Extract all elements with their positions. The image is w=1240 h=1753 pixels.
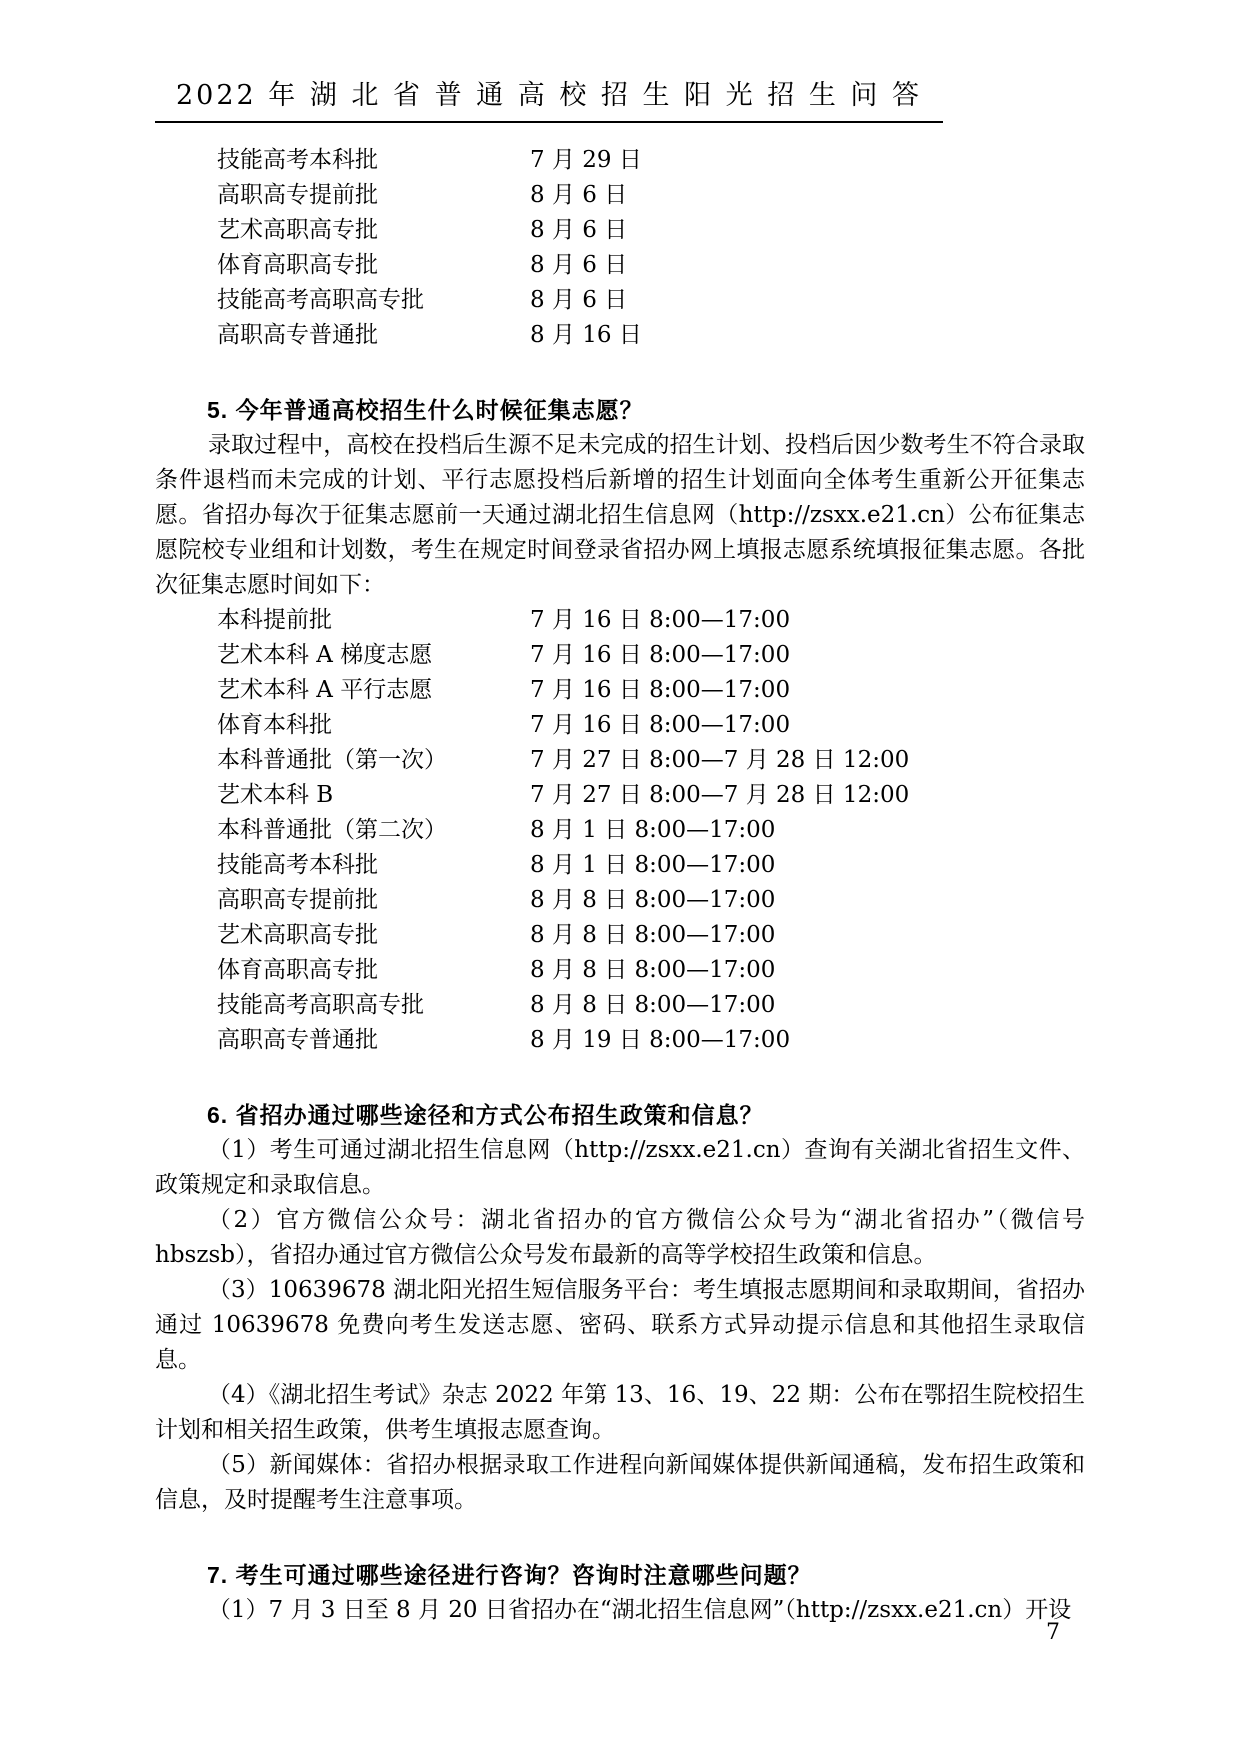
table-row [155,248,1085,283]
batch-name: 技能高考高职高专批 [217,287,424,313]
table-row [155,673,1085,708]
batch-name: 艺术本科 A 平行志愿 [217,677,433,703]
batch-date: 8 月 6 日 [530,252,628,278]
batch-time: 7 月 16 日 8:00—17:00 [530,642,791,668]
section-5-paragraph: 录取过程中，高校在投档后生源不足未完成的招生计划、投档后因少数考生不符合录取条件退档而未完成的计划、平行志愿投档后新增的招生计划面向全体考生重新公开征集志愿。省招办每次于征集志愿前一天通过湖北招生信息网（http://zsxx.e21.cn）公布征集志愿院校专业组和计划数，考生在规定时间登录省招办网上填报志愿系统填报征集志愿。各批次征集志愿时间如下： [155,432,1085,598]
batch-name: 高职高专提前批 [217,182,378,208]
batch-date: 8 月 6 日 [530,287,628,313]
table-row [155,1023,1085,1058]
batch-time: 8 月 1 日 8:00—17:00 [530,852,776,878]
section-7-heading: 7. 考生可通过哪些途径进行咨询？咨询时注意哪些问题？ [207,1562,812,1588]
batch-name: 高职高专普通批 [217,322,378,348]
table-row [155,743,1085,778]
batch-name: 体育本科批 [217,712,332,738]
batch-date: 8 月 6 日 [530,182,628,208]
section-6-heading: 6. 省招办通过哪些途径和方式公布招生政策和信息？ [207,1102,764,1128]
batch-name: 本科提前批 [217,607,332,633]
batch-date: 7 月 29 日 [530,147,642,173]
batch-name: 艺术本科 B [217,782,334,808]
batch-name: 艺术本科 A 梯度志愿 [217,642,433,668]
batch-time: 8 月 8 日 8:00—17:00 [530,887,776,913]
table-row [155,283,1085,318]
table-row [155,918,1085,953]
table-row [155,813,1085,848]
table-row [155,318,1085,353]
batch-time: 7 月 27 日 8:00—7 月 28 日 12:00 [530,747,910,773]
page-number: 7 [1046,1620,1060,1645]
batch-name: 艺术高职高专批 [217,217,378,243]
batch-name: 体育高职高专批 [217,252,378,278]
batch-time: 7 月 16 日 8:00—17:00 [530,607,791,633]
page-content [155,80,1085,1628]
document-header-title: 2022 年 湖 北 省 普 通 高 校 招 生 阳 光 招 生 问 答 [155,80,943,123]
call-for-volunteers-schedule-list [155,603,1085,1058]
batch-name: 技能高考本科批 [217,147,378,173]
batch-name: 高职高专提前批 [217,887,378,913]
table-row [155,638,1085,673]
table-row [155,883,1085,918]
batch-time: 7 月 16 日 8:00—17:00 [530,677,791,703]
batch-time: 8 月 8 日 8:00—17:00 [530,992,776,1018]
batch-time: 8 月 1 日 8:00—17:00 [530,817,776,843]
table-row [155,778,1085,813]
table-row [155,143,1085,178]
table-row [155,988,1085,1023]
section-6-paragraph: （4）《湖北招生考试》杂志 2022 年第 13、16、19、22 期：公布在鄂招生院校招生计划和相关招生政策，供考生填报志愿查询。 [155,1382,1085,1443]
batch-name: 高职高专普通批 [217,1027,378,1053]
section-6-paragraph: （2）官方微信公众号：湖北省招办的官方微信公众号为“湖北省招办”（微信号 hbszsb），省招办通过官方微信公众号发布最新的高等学校招生政策和信息。 [155,1207,1085,1268]
batch-name: 技能高考本科批 [217,852,378,878]
batch-name: 技能高考高职高专批 [217,992,424,1018]
batch-date: 8 月 6 日 [530,217,628,243]
section-6-paragraph: （3）10639678 湖北阳光招生短信服务平台：考生填报志愿期间和录取期间，省招办通过 10639678 免费向考生发送志愿、密码、联系方式异动提示信息和其他招生录取信息。 [155,1277,1085,1373]
table-row [155,708,1085,743]
batch-time: 7 月 16 日 8:00—17:00 [530,712,791,738]
table-row [155,213,1085,248]
table-row [155,603,1085,638]
table-row [155,178,1085,213]
batch-date: 8 月 16 日 [530,322,642,348]
batch-name: 体育高职高专批 [217,957,378,983]
batch-name: 艺术高职高专批 [217,922,378,948]
section-7-paragraph: （1）7 月 3 日至 8 月 20 日省招办在“湖北招生信息网”（http://zsxx.e21.cn）开设 [207,1597,1072,1623]
batch-time: 8 月 8 日 8:00—17:00 [530,922,776,948]
batch-time: 8 月 8 日 8:00—17:00 [530,957,776,983]
batch-name: 本科普通批（第一次） [217,747,447,773]
table-row [155,953,1085,988]
batch-time: 8 月 19 日 8:00—17:00 [530,1027,791,1053]
section-5-heading: 5. 今年普通高校招生什么时候征集志愿？ [207,397,644,423]
section-6-paragraph: （1）考生可通过湖北招生信息网（http://zsxx.e21.cn）查询有关湖北省招生文件、政策规定和录取信息。 [155,1137,1085,1198]
batch-time: 7 月 27 日 8:00—7 月 28 日 12:00 [530,782,910,808]
table-row [155,848,1085,883]
admission-dates-list [155,143,1085,353]
section-6-paragraph: （5）新闻媒体：省招办根据录取工作进程向新闻媒体提供新闻通稿，发布招生政策和信息，及时提醒考生注意事项。 [155,1452,1085,1513]
batch-name: 本科普通批（第二次） [217,817,447,843]
